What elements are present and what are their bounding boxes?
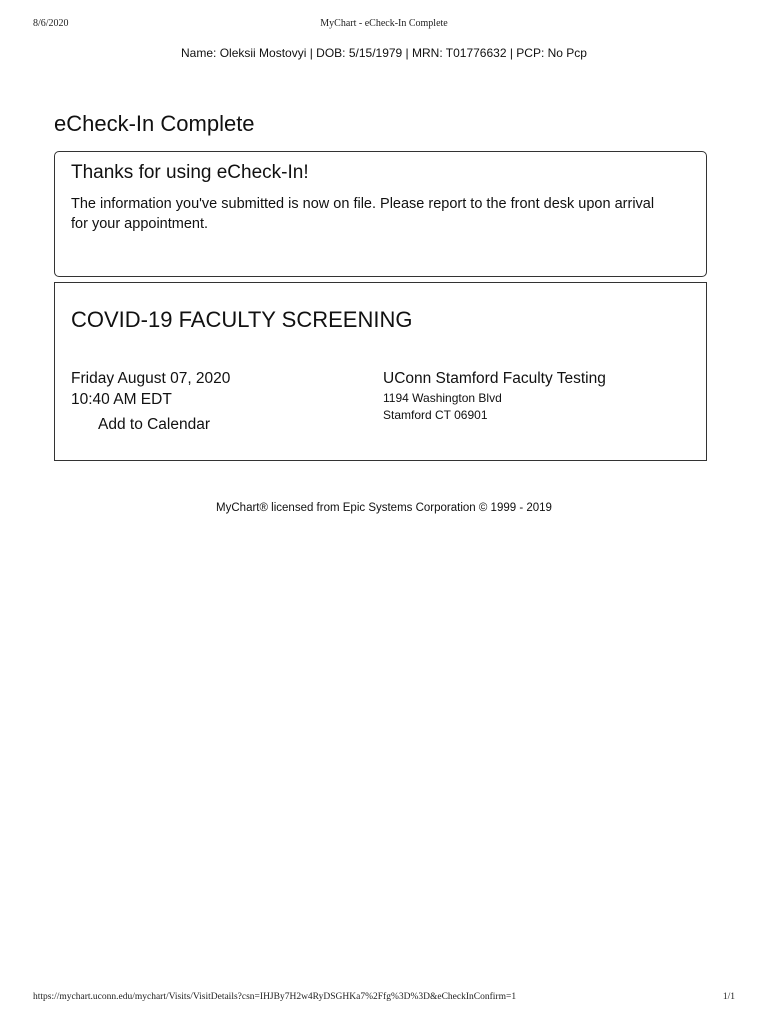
license-footer: MyChart® licensed from Epic Systems Corporation © 1999 - 2019 bbox=[216, 502, 552, 514]
patient-info-bar: Name: Oleksii Mostovyi | DOB: 5/15/1979 | MRN: T01776632 | PCP: No Pcp bbox=[181, 46, 587, 60]
print-footer-url: https://mychart.uconn.edu/mychart/Visits/VisitDetails?csn=IHJBy7H2w4RyDSGHKa7%2Ffg%3D%3D&eCheckInConfirm=1 bbox=[33, 992, 517, 1002]
confirmation-card bbox=[54, 151, 707, 277]
print-header-date: 8/6/2020 bbox=[33, 18, 69, 29]
location-address-line2: Stamford CT 06901 bbox=[383, 408, 488, 422]
confirmation-heading: Thanks for using eCheck-In! bbox=[71, 162, 309, 183]
appointment-name: COVID-19 FACULTY SCREENING bbox=[71, 307, 413, 332]
print-header-title: MyChart - eCheck-In Complete bbox=[320, 18, 448, 29]
confirmation-message: The information you've submitted is now on file. Please report to the front desk upon arrival for your appointment. bbox=[71, 196, 655, 232]
appointment-date: Friday August 07, 2020 bbox=[71, 370, 231, 387]
add-to-calendar-link[interactable]: Add to Calendar bbox=[98, 416, 211, 433]
location-address-line1: 1194 Washington Blvd bbox=[383, 391, 502, 405]
appointment-card bbox=[54, 282, 707, 461]
page-title: eCheck-In Complete bbox=[54, 111, 255, 136]
location-name: UConn Stamford Faculty Testing bbox=[383, 370, 606, 387]
appointment-time: 10:40 AM EDT bbox=[71, 391, 172, 408]
print-footer-page-number: 1/1 bbox=[722, 992, 735, 1002]
